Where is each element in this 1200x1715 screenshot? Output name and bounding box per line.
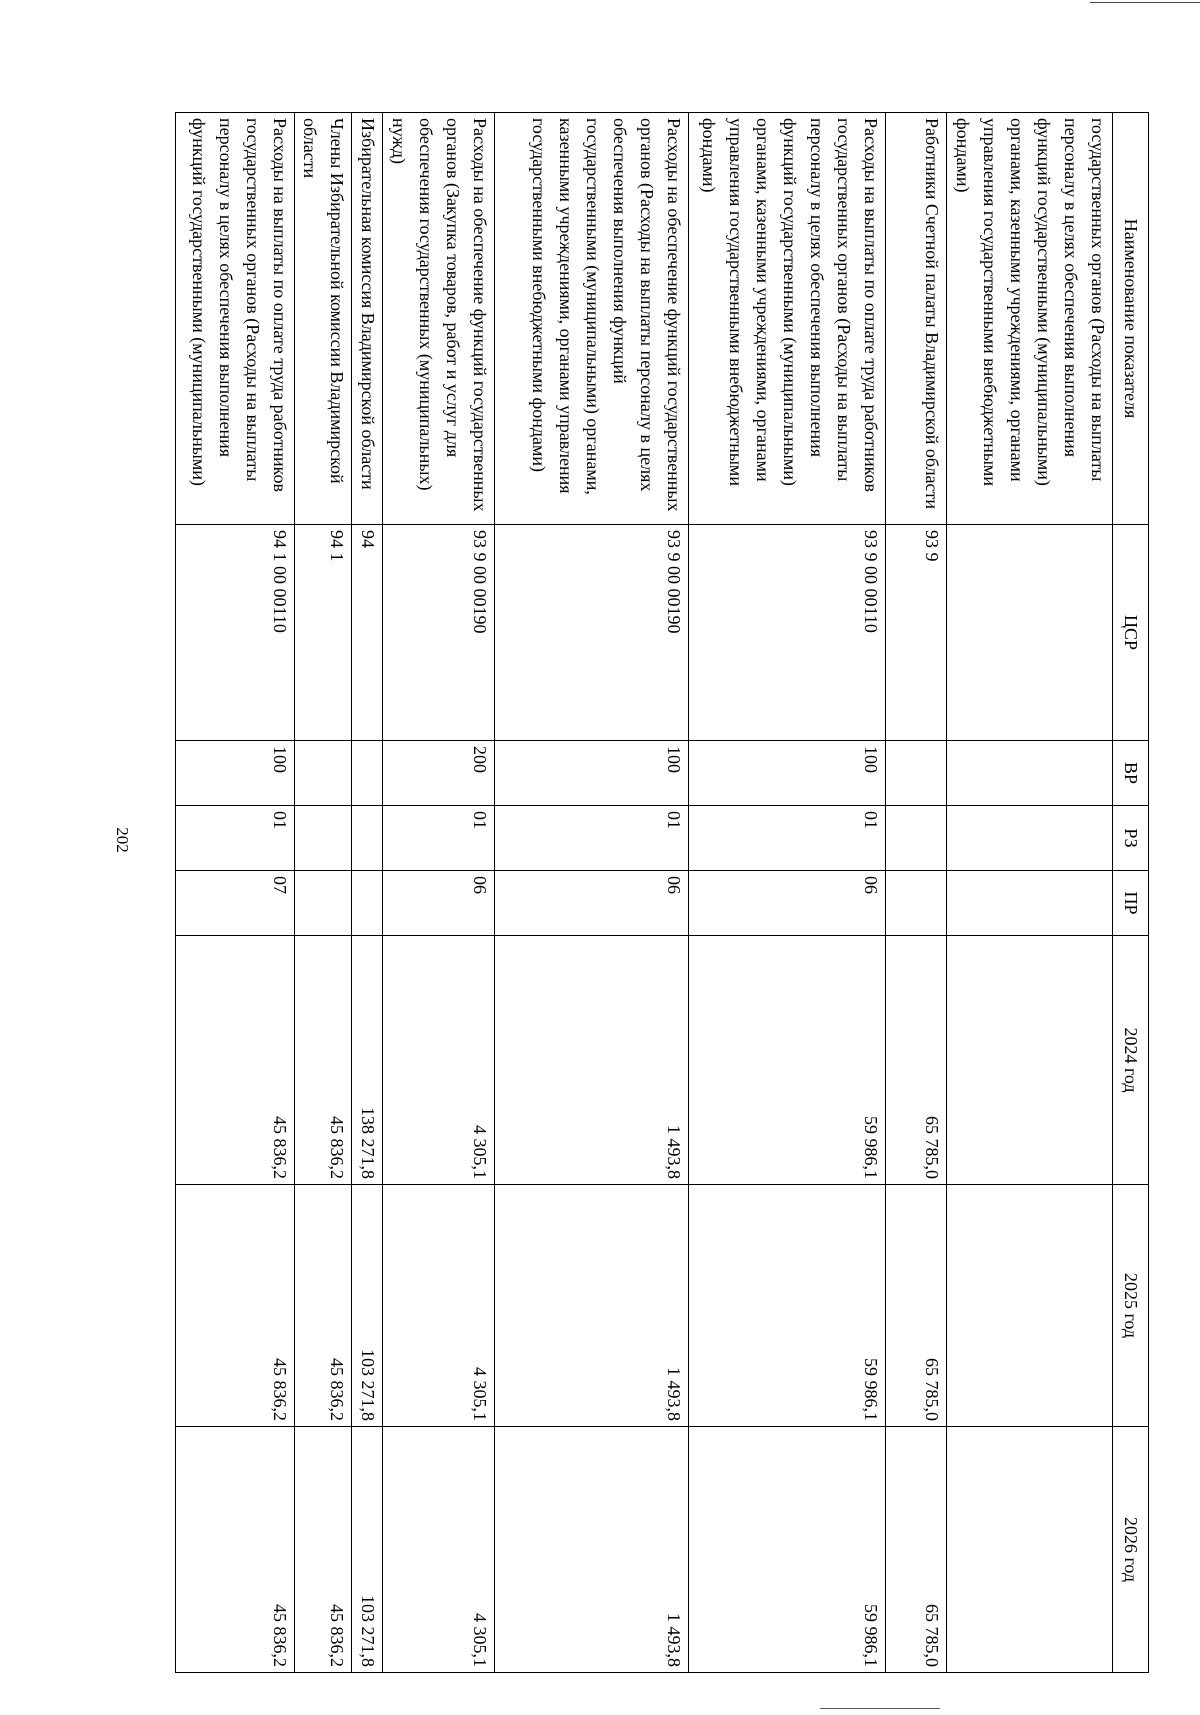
table-row: [352, 113, 382, 1673]
row-csr: 94 1: [294, 525, 351, 741]
row-vr: 100: [495, 741, 688, 806]
row-2026: 65 785,0: [886, 1427, 946, 1673]
row-2026: 45 836,2: [294, 1427, 351, 1673]
row-csr: 93 9: [886, 525, 946, 741]
row-rz: [294, 806, 351, 871]
row-csr: 93 9 00 00190: [495, 525, 688, 741]
row-2025: 45 836,2: [294, 1185, 351, 1427]
row-2026: [946, 1427, 1112, 1673]
row-2024: 138 271,8: [352, 936, 382, 1185]
row-vr: [294, 741, 351, 806]
row-name: государственных органов (Расходы на выплаты персоналу в целях обеспечения выполнения функций государственными (муниципальными) органами, казенными учреждениями, органами управления государственными внебюджетными фондами): [946, 113, 1112, 525]
header-rz: РЗ: [1113, 806, 1149, 871]
row-vr: 200: [382, 741, 495, 806]
budget-table: [175, 112, 1149, 1673]
table-row: [495, 113, 688, 1673]
table-row: [688, 113, 885, 1673]
row-rz: [946, 806, 1112, 871]
row-2025: 4 305,1: [382, 1185, 495, 1427]
row-2024: 4 305,1: [382, 936, 495, 1185]
row-name: Расходы на обеспечение функций государственных органов (Закупка товаров, работ и услуг для обеспечения государственных (муниципальных) нужд): [382, 113, 495, 525]
row-2025: 103 271,8: [352, 1185, 382, 1427]
table-row: [886, 113, 946, 1673]
row-rz: 01: [495, 806, 688, 871]
row-pr: 06: [382, 871, 495, 936]
row-2024: 45 836,2: [294, 936, 351, 1185]
row-pr: 06: [495, 871, 688, 936]
row-2024: 59 986,1: [688, 936, 885, 1185]
row-pr: [886, 871, 946, 936]
rotated-table-container: [175, 112, 1149, 1672]
row-2026: 1 493,8: [495, 1427, 688, 1673]
row-2025: 1 493,8: [495, 1185, 688, 1427]
row-name: Работники Счетной палаты Владимирской области: [886, 113, 946, 525]
row-2025: [946, 1185, 1112, 1427]
row-name: Расходы на выплаты по оплате труда работников государственных органов (Расходы на выплаты персоналу в целях обеспечения выполнения функций государственными (муниципальными) органами, казенными учреждениями, органами управления государственными внебюджетными фондами): [688, 113, 885, 525]
row-2026: 45 836,2: [176, 1427, 295, 1673]
table-row: [176, 113, 295, 1673]
row-pr: 07: [176, 871, 295, 936]
table-row: [294, 113, 351, 1673]
row-name: Члены Избирательной комиссии Владимирской области: [294, 113, 351, 525]
row-pr: [294, 871, 351, 936]
header-vr: ВР: [1113, 741, 1149, 806]
row-2025: 59 986,1: [688, 1185, 885, 1427]
table-row: [946, 113, 1112, 1673]
row-rz: [886, 806, 946, 871]
row-name: Избирательная комиссия Владимирской области: [352, 113, 382, 525]
page-number: 202: [113, 827, 132, 853]
row-2024: 65 785,0: [886, 936, 946, 1185]
row-vr: [946, 741, 1112, 806]
header-2025: 2025 год: [1113, 1185, 1149, 1427]
row-rz: 01: [176, 806, 295, 871]
row-csr: 93 9 00 00190: [382, 525, 495, 741]
top-edge-line: [1090, 2, 1200, 3]
row-rz: 01: [382, 806, 495, 871]
row-name: Расходы на выплаты по оплате труда работников государственных органов (Расходы на выплаты персоналу в целях обеспечения выполнения функций государственными (муниципальными): [176, 113, 295, 525]
header-pr: ПР: [1113, 871, 1149, 936]
row-name: Расходы на обеспечение функций государственных органов (Расходы на выплаты персоналу в целях обеспечения выполнения функций государственными (муниципальными) органами, казенными учреждениями, органами управления государственными внебюджетными фондами): [495, 113, 688, 525]
row-csr: 94 1 00 00110: [176, 525, 295, 741]
row-2024: 1 493,8: [495, 936, 688, 1185]
row-rz: [352, 806, 382, 871]
header-2026: 2026 год: [1113, 1427, 1149, 1673]
table-header-row: [1113, 113, 1149, 1673]
row-csr: 93 9 00 00110: [688, 525, 885, 741]
header-2024: 2024 год: [1113, 936, 1149, 1185]
row-csr: 94: [352, 525, 382, 741]
row-pr: [352, 871, 382, 936]
bottom-edge-line: [820, 1708, 940, 1709]
row-2024: [946, 936, 1112, 1185]
row-pr: [946, 871, 1112, 936]
header-csr: ЦСР: [1113, 525, 1149, 741]
header-name: Наименование показателя: [1113, 113, 1149, 525]
row-vr: [886, 741, 946, 806]
row-vr: [352, 741, 382, 806]
row-rz: 01: [688, 806, 885, 871]
row-2025: 65 785,0: [886, 1185, 946, 1427]
row-2026: 59 986,1: [688, 1427, 885, 1673]
row-csr: [946, 525, 1112, 741]
row-vr: 100: [688, 741, 885, 806]
table-row: [382, 113, 495, 1673]
row-pr: 06: [688, 871, 885, 936]
row-2026: 103 271,8: [352, 1427, 382, 1673]
row-2024: 45 836,2: [176, 936, 295, 1185]
row-vr: 100: [176, 741, 295, 806]
row-2025: 45 836,2: [176, 1185, 295, 1427]
row-2026: 4 305,1: [382, 1427, 495, 1673]
